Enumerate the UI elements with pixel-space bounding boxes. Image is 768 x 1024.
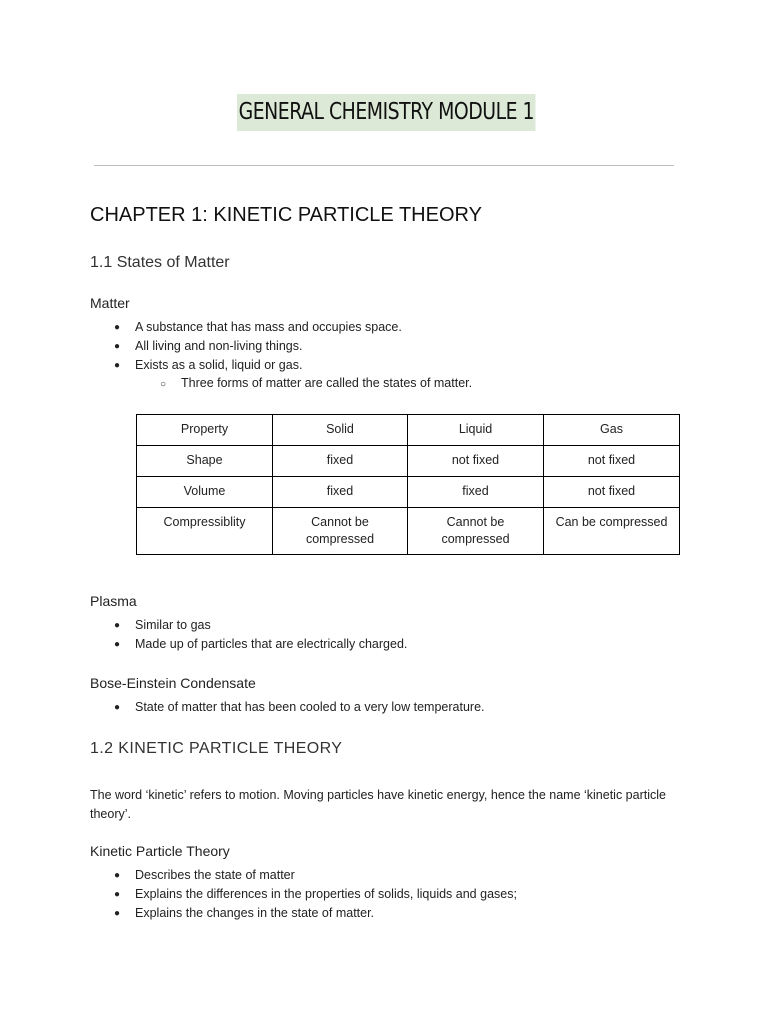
subheading-kinetic-particle-theory: Kinetic Particle Theory	[90, 843, 230, 859]
table-row	[137, 508, 680, 555]
list-item: ● Explains the changes in the state of matter.	[114, 904, 517, 923]
table-cell: Shape	[137, 446, 273, 477]
bec-bullet-list	[114, 698, 485, 717]
table-header-cell: Property	[137, 415, 273, 446]
list-item: ● Similar to gas	[114, 616, 407, 635]
bullet-icon: ●	[114, 908, 121, 919]
table-row	[137, 477, 680, 508]
table-header-cell: Liquid	[408, 415, 544, 446]
table-cell: Compressiblity	[137, 508, 273, 555]
table-cell: Can be compressed	[544, 508, 680, 555]
table-cell: fixed	[273, 477, 408, 508]
list-item: ● Describes the state of matter	[114, 866, 517, 885]
bullet-icon: ●	[114, 870, 121, 881]
section-heading-kinetic-particle-theory: 1.2 KINETIC PARTICLE THEORY	[90, 740, 343, 757]
table-cell: fixed	[273, 446, 408, 477]
table-cell: not fixed	[544, 477, 680, 508]
list-item: ● A substance that has mass and occupies space.	[114, 318, 402, 337]
bullet-icon: ●	[114, 620, 121, 631]
table-cell: fixed	[408, 477, 544, 508]
kpt-bullet-list	[114, 866, 517, 923]
document-title: GENERAL CHEMISTRY MODULE 1	[237, 94, 536, 131]
table-cell: Cannot be compressed	[408, 508, 544, 555]
chapter-heading: CHAPTER 1: KINETIC PARTICLE THEORY	[90, 204, 482, 226]
table-row	[137, 446, 680, 477]
section-heading-states-of-matter: 1.1 States of Matter	[90, 254, 230, 271]
bullet-icon: ●	[114, 889, 121, 900]
hollow-bullet-icon: ○	[160, 379, 167, 390]
matter-bullet-list	[114, 318, 402, 375]
subheading-plasma: Plasma	[90, 593, 137, 609]
table-cell: not fixed	[544, 446, 680, 477]
table-header-row	[137, 415, 680, 446]
list-item: ● All living and non-living things.	[114, 337, 402, 356]
subheading-matter: Matter	[90, 295, 130, 311]
list-item: ● State of matter that has been cooled to a very low temperature.	[114, 698, 485, 717]
bullet-icon: ●	[114, 341, 121, 352]
bullet-icon: ●	[114, 639, 121, 650]
table-header-cell: Gas	[544, 415, 680, 446]
table-cell: not fixed	[408, 446, 544, 477]
list-item: ● Exists as a solid, liquid or gas.	[114, 356, 402, 375]
subheading-bose-einstein-condensate: Bose-Einstein Condensate	[90, 675, 256, 691]
horizontal-divider	[94, 165, 674, 166]
table-cell: Cannot be compressed	[273, 508, 408, 555]
bullet-icon: ●	[114, 322, 121, 333]
plasma-bullet-list	[114, 616, 407, 654]
sub-list-item: ○ Three forms of matter are called the states of matter.	[160, 376, 473, 390]
table-cell: Volume	[137, 477, 273, 508]
states-of-matter-table	[136, 414, 680, 555]
bullet-icon: ●	[114, 702, 121, 713]
kinetic-paragraph: The word ‘kinetic’ refers to motion. Moving particles have kinetic energy, hence the name ‘kinetic particle theory’.	[90, 788, 666, 821]
list-item: ● Explains the differences in the properties of solids, liquids and gases;	[114, 885, 517, 904]
bullet-icon: ●	[114, 360, 121, 371]
list-item: ● Made up of particles that are electrically charged.	[114, 635, 407, 654]
table-header-cell: Solid	[273, 415, 408, 446]
